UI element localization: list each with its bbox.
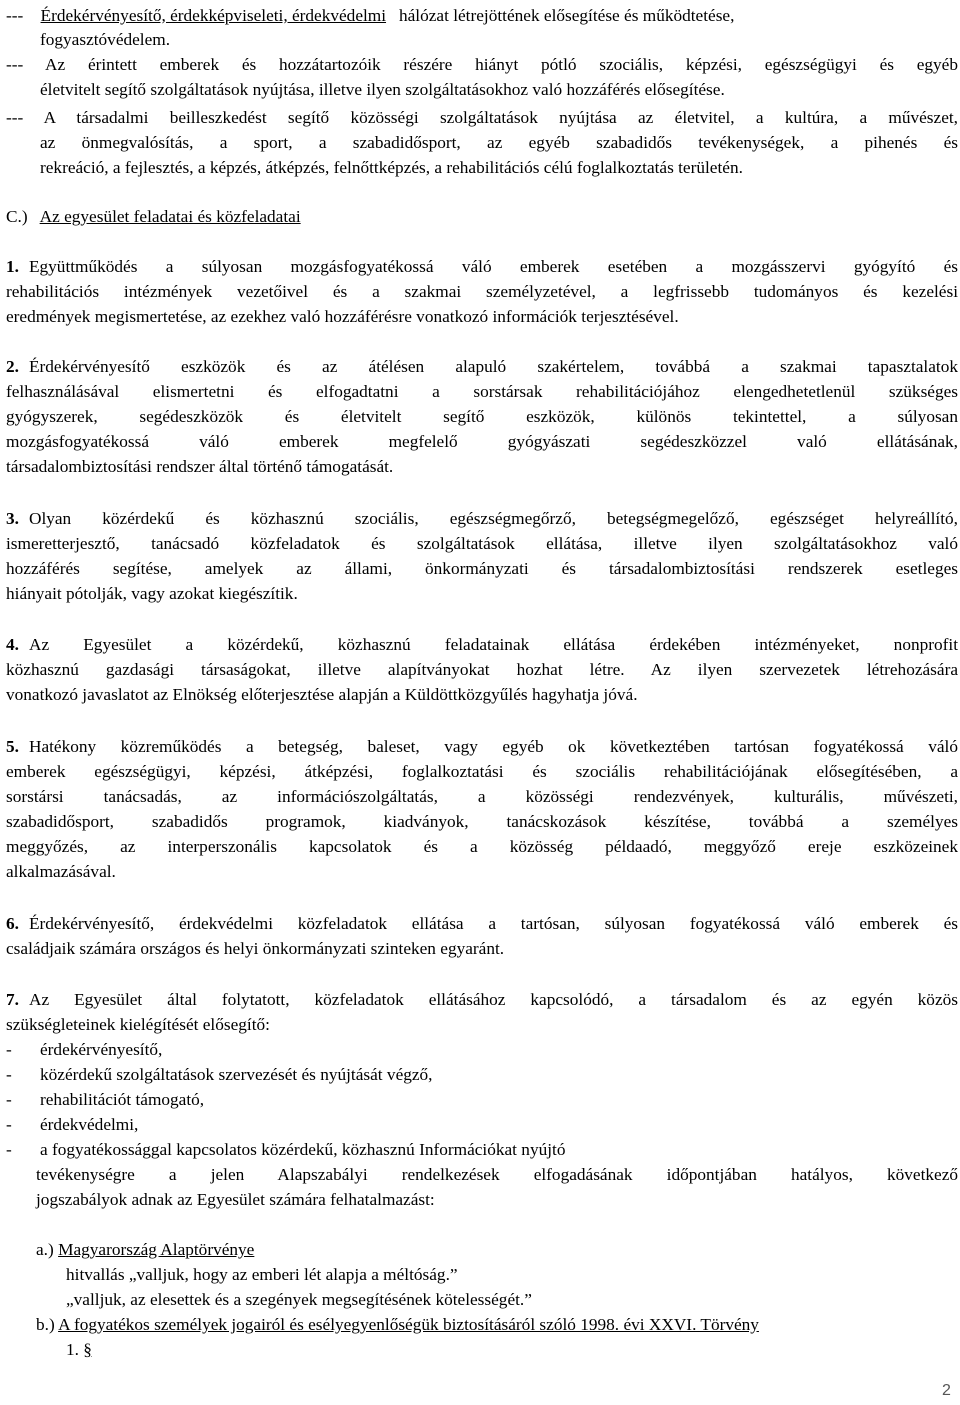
item-6-line-2: családjaik számára országos és helyi önkormányzati szinteken egyaránt. xyxy=(6,939,505,958)
bullet-dash: - xyxy=(6,1115,12,1134)
item-7-line-3: tevékenységre a jelen Alapszabályi rendelkezések elfogadásának időpontjában hatályos, következő xyxy=(36,1165,958,1184)
item-4-line-3: vonatkozó javaslatot az Elnökség előterjesztése alapján a Küldöttközgyűlés hagyhatja jóvá. xyxy=(6,685,638,704)
intro-line-1-rest: hálózat létrejöttének elősegítése és működtetése, xyxy=(399,6,735,25)
item-4-text-1: Az Egyesület a közérdekű, közhasznú feladatainak ellátása érdekében intézményeket, nonprofit xyxy=(28,635,958,654)
intro-line-1 xyxy=(6,4,958,28)
intro-line-7: rekreáció, a fejlesztés, a képzés, átképzés, felnőttképzés, a rehabilitációs célú foglalkoztatás területén. xyxy=(40,158,743,177)
law-b-label: b.) xyxy=(36,1315,55,1334)
item-5-line-2: emberek egészségügyi, képzési, átképzési, foglalkoztatási és szociális rehabilitációjának elősegítésében, a xyxy=(6,762,958,781)
item-7-bullet-2 xyxy=(6,1063,433,1087)
item-3-line-3: hozzáférés segítése, amelyek az állami, önkormányzati és társadalombiztosítási rendszerek esetleges xyxy=(6,559,958,578)
item-2-line-5: társadalombiztosítási rendszer által történő támogatását. xyxy=(6,457,394,476)
item-5-line-3: sorstársi tanácsadás, az információszolgáltatás, a közösségi rendezvények, kulturális, művészeti, xyxy=(6,787,958,806)
item-7-line-4: jogszabályok adnak az Egyesület számára felhatalmazást: xyxy=(36,1190,435,1209)
item-6-text-1: Érdekérvényesítő, érdekvédelmi közfeladatok ellátása a tartósan, súlyosan fogyatékossá váló emberek és xyxy=(28,914,958,933)
item-6-number: 6. xyxy=(6,914,19,933)
item-7-bullet-3 xyxy=(6,1088,204,1112)
dash-marker: --- xyxy=(6,6,24,25)
item-4-line-2: közhasznú gazdasági társaságokat, illetve alapítványokat hozhat létre. Az ilyen szervezetek létrehozására xyxy=(6,660,958,679)
item-3-text-1: Olyan közérdekű és közhasznú szociális, egészségmegőrző, betegségmegelőző, egészséget helyreállító, xyxy=(28,509,958,528)
item-7-line-1 xyxy=(6,988,958,1012)
item-5-line-6: alkalmazásával. xyxy=(6,862,116,881)
item-7-bullet-4 xyxy=(6,1113,138,1137)
item-7-bullet-5 xyxy=(6,1138,565,1162)
item-3-line-4: hiányait pótolják, vagy azokat kiegészítik. xyxy=(6,584,298,603)
item-3-number: 3. xyxy=(6,509,19,528)
bullet-text: közérdekű szolgáltatások szervezését és nyújtását végző, xyxy=(40,1065,433,1084)
intro-underlined-phrase: Érdekérvényesítő, érdekképviseleti, érdekvédelmi xyxy=(40,6,387,25)
section-c-label: C.) xyxy=(6,207,28,226)
item-4-number: 4. xyxy=(6,635,19,654)
intro-line-2: fogyasztóvédelem. xyxy=(40,30,171,49)
bullet-dash: - xyxy=(6,1140,12,1159)
item-7-text-1: Az Egyesület által folytatott, közfeladatok ellátásához kapcsolódó, a társadalom és az egyén közös xyxy=(28,990,958,1009)
intro-line-3: --- Az érintett emberek és hozzátartozóik részére hiányt pótló szociális, képzési, egészségügyi és egyéb xyxy=(6,55,958,74)
section-c-heading xyxy=(6,205,301,229)
law-b-heading xyxy=(36,1313,759,1337)
item-1-number: 1. xyxy=(6,257,19,276)
section-sign: § xyxy=(83,1340,92,1359)
law-a-title: Magyarország Alaptörvénye xyxy=(58,1240,255,1259)
intro-line-6: az önmegvalósítás, a sport, a szabadidősport, az egyéb szabadidős tevékenységek, a pihenés és xyxy=(40,133,958,152)
item-2-line-4: mozgásfogyatékossá váló emberek megfelelő gyógyászati segédeszközzel való ellátásának, xyxy=(6,432,958,451)
item-1-text-1: Együttműködés a súlyosan mozgásfogyatékossá váló emberek esetében a mozgásszervi gyógyító és xyxy=(28,257,958,276)
law-b-line-1 xyxy=(66,1338,92,1362)
bullet-text: rehabilitációt támogató, xyxy=(40,1090,205,1109)
law-a-heading xyxy=(36,1238,254,1262)
law-a-line-1: hitvallás „valljuk, hogy az emberi lét alapja a méltóság.” xyxy=(66,1265,458,1284)
item-7-bullet-1 xyxy=(6,1038,162,1062)
law-a-label: a.) xyxy=(36,1240,54,1259)
item-1-line-2: rehabilitációs intézmények vezetőivel és a szakmai személyzetével, a legfrissebb tudományos és kezelési xyxy=(6,282,958,301)
bullet-text: érdekvédelmi, xyxy=(40,1115,139,1134)
item-5-line-1 xyxy=(6,735,958,759)
item-7-line-2: szükségleteinek kielégítését elősegítő: xyxy=(6,1015,270,1034)
page-number: 2 xyxy=(942,1382,951,1399)
item-4-line-1 xyxy=(6,633,958,657)
item-1-line-3: eredmények megismertetése, az ezekhez való hozzáférésre vonatkozó információk terjesztésével. xyxy=(6,307,679,326)
bullet-dash: - xyxy=(6,1065,12,1084)
intro-line-5: --- A társadalmi beilleszkedést segítő közösségi szolgáltatások nyújtása az életvitel, a kultúra, a művészet, xyxy=(6,108,958,127)
section-c-title: Az egyesület feladatai és közfeladatai xyxy=(39,207,301,226)
item-5-text-1: Hatékony közreműködés a betegség, baleset, vagy egyéb ok következtében tartósan fogyatékossá váló xyxy=(28,737,958,756)
bullet-text: érdekérvényesítő, xyxy=(40,1040,163,1059)
law-b-section-number: 1. xyxy=(66,1340,79,1359)
law-b-title: A fogyatékos személyek jogairól és esélyegyenlőségük biztosításáról szóló 1998. évi XXVI. Törvény xyxy=(58,1315,759,1334)
item-6-line-1 xyxy=(6,912,958,936)
item-2-text-1: Érdekérvényesítő eszközök és az átélésen alapuló szakértelem, továbbá a szakmai tapasztalatok xyxy=(28,357,958,376)
bullet-dash: - xyxy=(6,1040,12,1059)
item-2-number: 2. xyxy=(6,357,19,376)
item-2-line-1 xyxy=(6,355,958,379)
item-5-number: 5. xyxy=(6,737,19,756)
item-3-line-2: ismeretterjesztő, tanácsadó közfeladatok és szolgáltatások ellátása, illetve ilyen szolgáltatásokhoz való xyxy=(6,534,958,553)
bullet-dash: - xyxy=(6,1090,12,1109)
item-7-number: 7. xyxy=(6,990,19,1009)
item-2-line-2: felhasználásával elismertetni és elfogadtatni a sorstársak rehabilitációjához elengedhetetlenül szükséges xyxy=(6,382,958,401)
item-2-line-3: gyógyszerek, segédeszközök és életvitelt segítő eszközök, különös tekintettel, a súlyosan xyxy=(6,407,958,426)
bullet-text: a fogyatékossággal kapcsolatos közérdekű, közhasznú Információkat nyújtó xyxy=(40,1140,566,1159)
item-5-line-5: meggyőzés, az interperszonális kapcsolatok és a közösség példaadó, meggyőző ereje eszközeinek xyxy=(6,837,958,856)
item-5-line-4: szabadidősport, szabadidős programok, kiadványok, tanácskozások készítése, továbbá a személyes xyxy=(6,812,958,831)
item-1-line-1 xyxy=(6,255,958,279)
law-a-line-2: „valljuk, az elesettek és a szegények megsegítésének kötelességét.” xyxy=(66,1290,532,1309)
item-3-line-1 xyxy=(6,507,958,531)
intro-line-4: életvitelt segítő szolgáltatások nyújtása, illetve ilyen szolgáltatásokhoz való hozzáférés elősegítése. xyxy=(40,80,725,99)
